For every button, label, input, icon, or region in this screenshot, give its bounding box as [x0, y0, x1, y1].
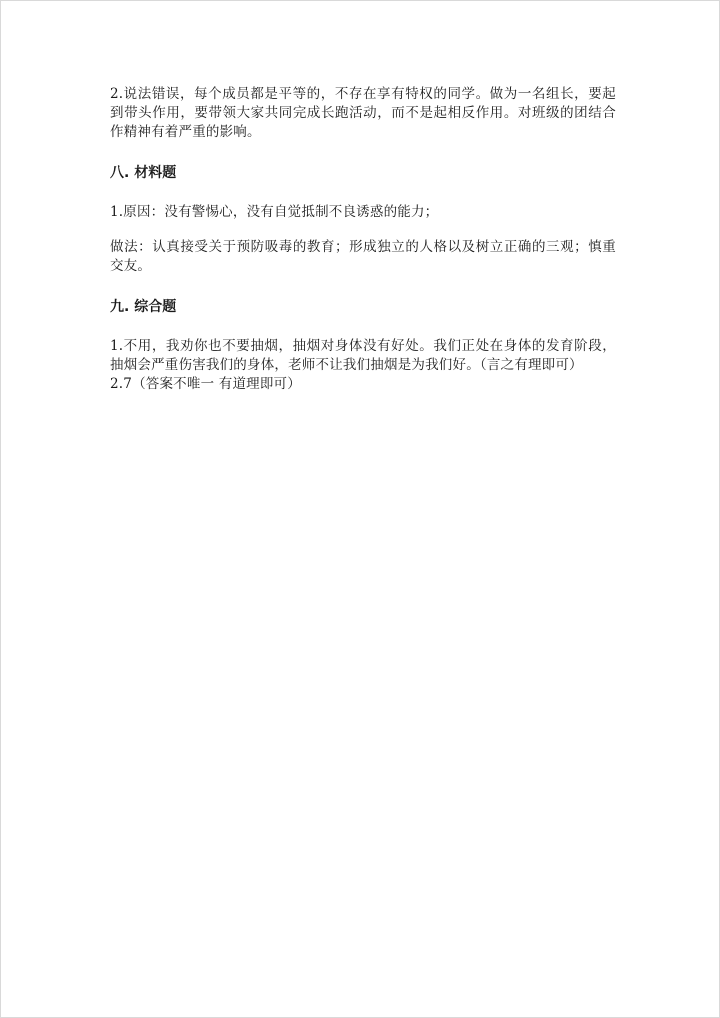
section8-answer-1: 1.原因：没有警惕心，没有自觉抵制不良诱惑的能力；: [110, 204, 439, 220]
section7-answer-2: 2.说法错误，每个成员都是平等的，不存在享有特权的同学。做为一名组长，要起到带头作用，要带领大家共同完成长跑活动，而不是起相反作用。对班级的团结合作精神有着严重的影响。: [110, 86, 616, 140]
section8-heading: 八. 材料题: [110, 165, 177, 181]
section8-answer-method: 做法：认真接受关于预防吸毒的教育；形成独立的人格以及树立正确的三观；慎重交友。: [110, 239, 616, 274]
section9-answer-2: 2.7（答案不唯一 有道理即可）: [110, 376, 301, 392]
section9-heading: 九. 综合题: [110, 299, 177, 315]
document-content: [110, 85, 616, 394]
section9-answer-1: 1.不用，我劝你也不要抽烟，抽烟对身体没有好处。我们正处在身体的发育阶段，抽烟会严重伤害我们的身体，老师不让我们抽烟是为我们好。（言之有理即可）: [110, 338, 616, 373]
